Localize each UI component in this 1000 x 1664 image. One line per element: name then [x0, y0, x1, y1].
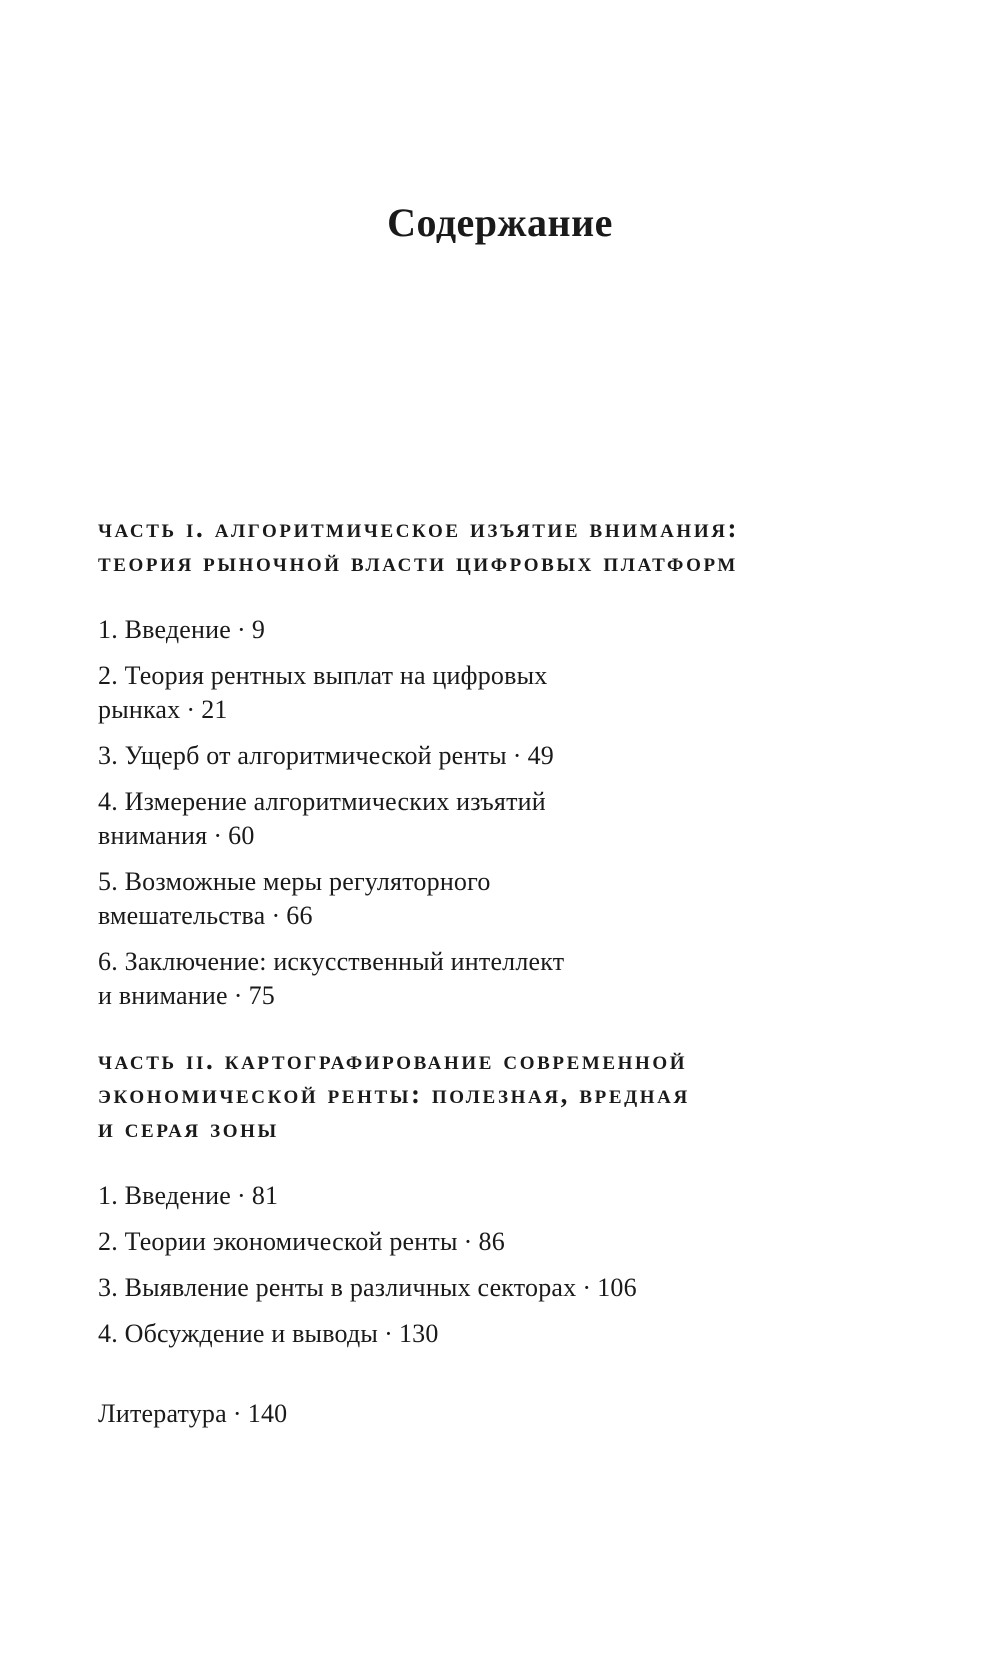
toc-entry[interactable] [98, 1179, 928, 1213]
page-separator: · [186, 695, 196, 724]
toc-entry-text: внимания [98, 821, 208, 850]
toc-entry[interactable] [98, 1317, 928, 1351]
toc-entry-line [98, 739, 928, 773]
toc-entry-text: 3. Выявление ренты в различных секторах [98, 1273, 577, 1302]
bibliography-label: Литература [98, 1399, 227, 1428]
toc-entry-page: 21 [201, 695, 228, 724]
toc-entry-page: 86 [478, 1227, 505, 1256]
toc-entry-page: 106 [597, 1273, 637, 1302]
toc-entry-text: и внимание [98, 981, 228, 1010]
page-separator: · [512, 741, 522, 770]
part-1-entries [98, 613, 928, 1013]
toc-entry[interactable] [98, 945, 928, 1013]
page-separator: · [463, 1227, 473, 1256]
toc-entry-line: 4. Измерение алгоритмических изъятий [98, 787, 546, 816]
part-1-heading [98, 511, 928, 579]
toc-entry-text: 2. Теории экономической ренты [98, 1227, 458, 1256]
toc-entry-text: 4. Обсуждение и выводы [98, 1319, 379, 1348]
toc-entry[interactable] [98, 865, 928, 933]
page-separator: · [213, 821, 223, 850]
part-2-heading-line: часть ii. картографирование современной [98, 1045, 688, 1075]
toc-entry[interactable] [98, 1225, 928, 1259]
bibliography-page: 140 [247, 1399, 288, 1428]
part-1-heading-line: часть i. алгоритмическое изъятие внимания: [98, 513, 740, 543]
toc-entry-text: 3. Ущерб от алгоритмической ренты [98, 741, 507, 770]
toc-entry[interactable] [98, 785, 928, 853]
toc-entry-line: 6. Заключение: искусственный интеллект [98, 947, 565, 976]
toc-entry[interactable] [98, 613, 928, 647]
part-1-heading-line: теория рыночной власти цифровых платформ [98, 547, 738, 577]
toc-entry-line [98, 1317, 928, 1351]
toc-entry-text: рынках [98, 695, 181, 724]
toc-entry-text: вмешательства [98, 901, 266, 930]
toc-entry-text: 1. Введение [98, 615, 231, 644]
toc-entry-line [98, 1271, 928, 1305]
toc-entry-line [98, 899, 928, 933]
toc-entry-page: 66 [286, 901, 313, 930]
page-separator: · [271, 901, 281, 930]
toc-entry-page: 130 [398, 1319, 439, 1348]
toc-entry-text: 1. Введение [98, 1181, 231, 1210]
toc-entry[interactable] [98, 659, 928, 727]
bibliography-entry[interactable] [98, 1397, 928, 1431]
page-separator: · [237, 1181, 246, 1210]
toc-entry-page: 49 [527, 741, 555, 770]
page-separator: · [232, 1399, 242, 1428]
toc-entry-page: 9 [251, 615, 266, 644]
toc-entry-line: 2. Теория рентных выплат на цифровых [98, 661, 548, 690]
page-separator: · [384, 1319, 393, 1348]
part-2-heading-line: и серая зоны [98, 1113, 279, 1143]
toc-entry-page: 75 [248, 981, 275, 1010]
page-title: Содержание [387, 199, 613, 245]
part-2-heading-line: экономической ренты: полезная, вредная [98, 1079, 690, 1109]
toc-entry-line [98, 693, 928, 727]
toc-entry-line [98, 1225, 928, 1259]
toc-entry[interactable] [98, 739, 928, 773]
page-separator: · [582, 1273, 592, 1302]
page-separator: · [237, 615, 246, 644]
part-1 [98, 511, 928, 1013]
toc-entry-line [98, 979, 928, 1013]
toc-entry-line [98, 819, 928, 853]
toc-entry-page: 60 [228, 821, 255, 850]
toc-entry-page: 81 [251, 1181, 279, 1210]
toc-entry-line [98, 613, 928, 647]
part-2 [98, 1043, 928, 1351]
table-of-contents [98, 511, 928, 1431]
part-2-heading [98, 1043, 928, 1145]
page-separator: · [233, 981, 243, 1010]
toc-entry[interactable] [98, 1271, 928, 1305]
toc-entry-line [98, 1179, 928, 1213]
part-2-entries [98, 1179, 928, 1351]
toc-entry-line: 5. Возможные меры регуляторного [98, 867, 491, 896]
